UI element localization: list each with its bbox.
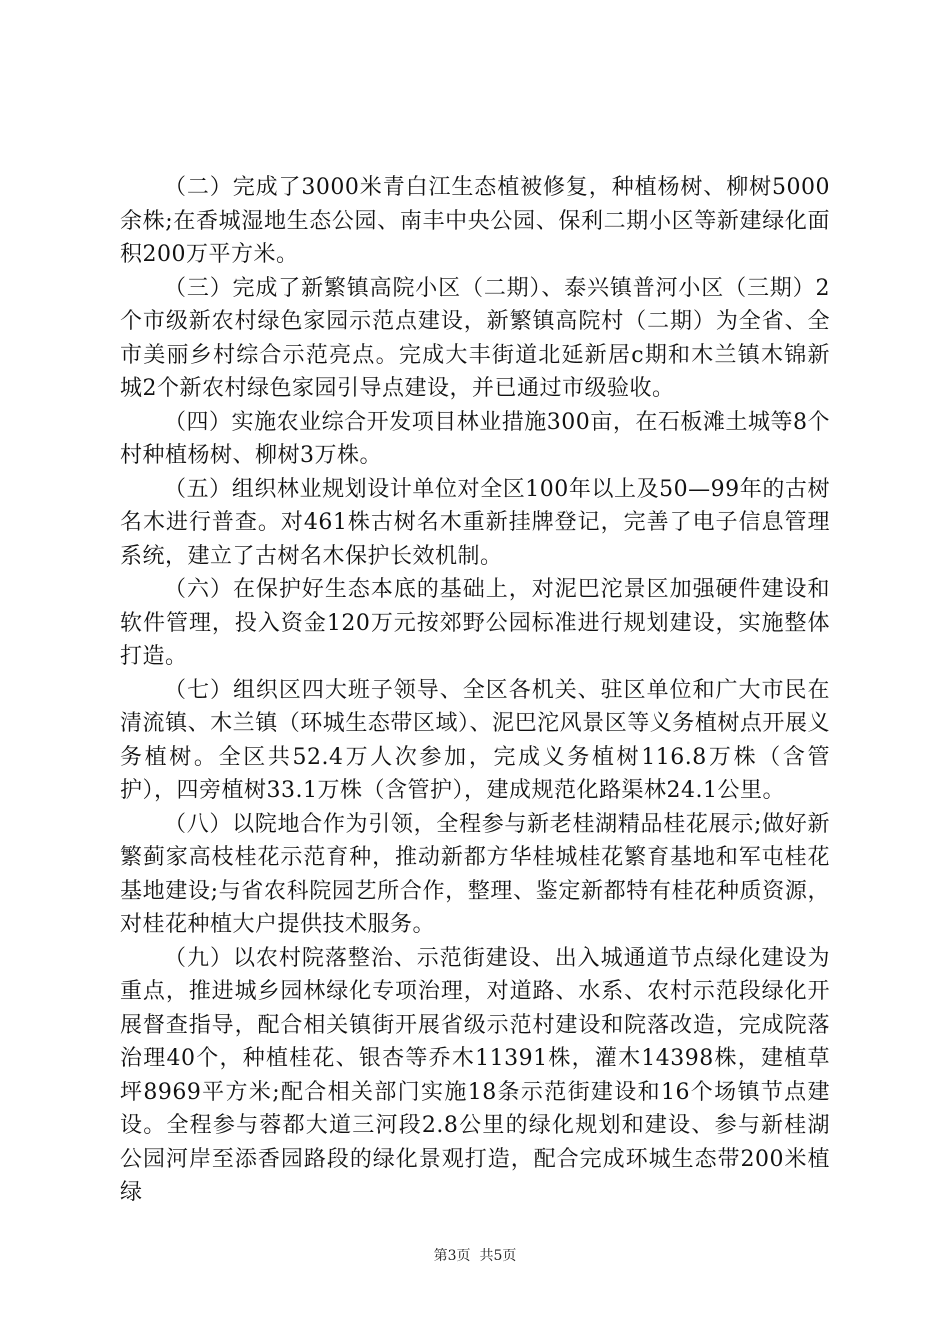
- paragraph-7: （七）组织区四大班子领导、全区各机关、驻区单位和广大市民在清流镇、木兰镇（环城生态带区域）、泥巴沱风景区等义务植树点开展义务植树。全区共52.4万人次参加，完成义务植树116.8万株（含管护），四旁植树33.1万株（含管护），建成规范化路渠林24.1公里。: [120, 677, 830, 803]
- document-body: [120, 171, 830, 1210]
- page-total: 共5页: [479, 1248, 517, 1264]
- paragraph-3: （三）完成了新繁镇高院小区（二期）、泰兴镇普河小区（三期）2个市级新农村绿色家园示范点建设，新繁镇高院村（二期）为全省、全市美丽乡村综合示范亮点。完成大丰街道北延新居c期和木兰镇木锦新城2个新农村绿色家园引导点建设，并已通过市级验收。: [120, 275, 830, 401]
- page-footer: [0, 1246, 950, 1266]
- paragraph-8: （八）以院地合作为引领，全程参与新老桂湖精品桂花展示;做好新繁蓟家高枝桂花示范育种，推动新都方华桂城桂花繁育基地和军屯桂花基地建设;与省农科院园艺所合作，整理、鉴定新都特有桂花种质资源，对桂花种植大户提供技术服务。: [120, 811, 830, 937]
- paragraph-6: （六）在保护好生态本底的基础上，对泥巴沱景区加强硬件建设和软件管理，投入资金120万元按郊野公园标准进行规划建设，实施整体打造。: [120, 577, 830, 669]
- paragraph-9: （九）以农村院落整治、示范街建设、出入城通道节点绿化建设为重点，推进城乡园林绿化专项治理，对道路、水系、农村示范段绿化开展督查指导，配合相关镇街开展省级示范村建设和院落改造，完成院落治理40个，种植桂花、银杏等乔木11391株，灌木14398株，建植草坪8969平方米;配合相关部门实施18条示范街建设和16个场镇节点建设。全程参与蓉都大道三河段2.8公里的绿化规划和建设、参与新桂湖公园河岸至添香园路段的绿化景观打造，配合完成环城生态带200米植绿: [120, 945, 830, 1205]
- paragraph-2: （二）完成了3000米青白江生态植被修复，种植杨树、柳树5000余株;在香城湿地生态公园、南丰中央公园、保利二期小区等新建绿化面积200万平方米。: [120, 175, 830, 267]
- paragraph-4: （四）实施农业综合开发项目林业措施300亩，在石板滩土城等8个村种植杨树、柳树3万株。: [120, 409, 830, 468]
- paragraph-5: （五）组织林业规划设计单位对全区100年以上及50—99年的古树名木进行普查。对461株古树名木重新挂牌登记，完善了电子信息管理系统，建立了古树名木保护长效机制。: [120, 476, 830, 569]
- page-number: 第3页: [433, 1248, 471, 1264]
